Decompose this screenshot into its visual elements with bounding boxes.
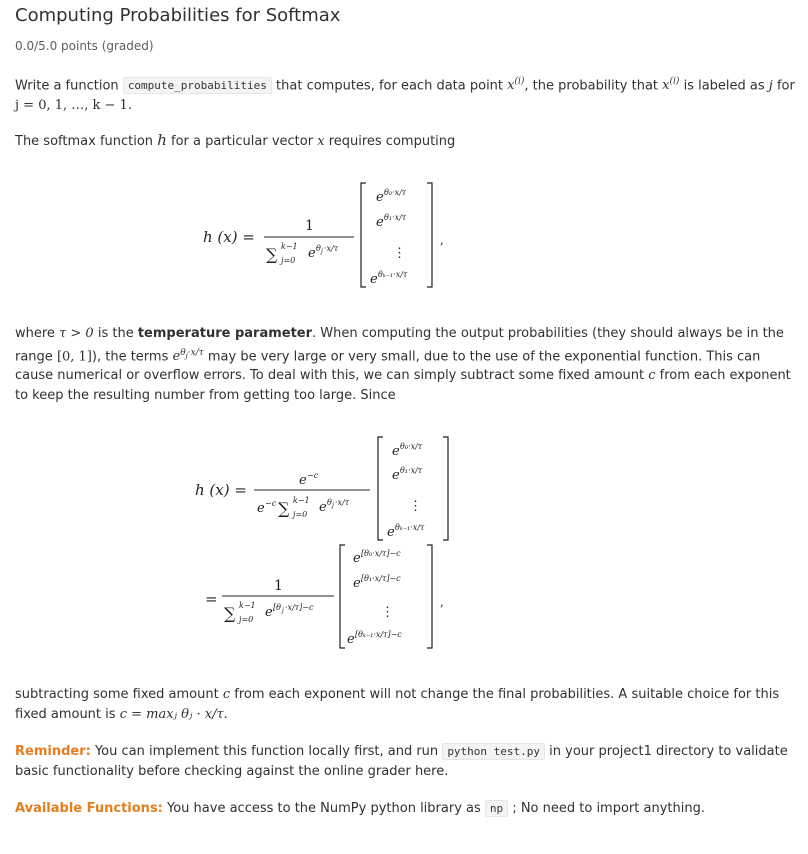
svg-text:·x/τ: ·x/τ (335, 498, 350, 507)
function-name-code: compute_probabilities (123, 77, 272, 94)
svg-text:∑: ∑ (224, 604, 236, 623)
index-range: j = 0, 1, …, k − 1. (15, 97, 132, 113)
svg-text:j=0: j=0 (281, 256, 296, 265)
svg-text:k−1: k−1 (281, 242, 298, 251)
svg-text:e: e (387, 525, 395, 540)
svg-text:[θ: [θ (273, 603, 281, 612)
svg-text:−c: −c (265, 499, 277, 508)
svg-text:j: j (282, 607, 284, 614)
svg-text:e: e (353, 551, 361, 566)
svg-text:⋮: ⋮ (393, 246, 406, 261)
reminder-note: Reminder: You can implement this function locally first, and run python test.py in your project1 directory to validate basic functionality before checking against the online grader here. (15, 744, 788, 779)
svg-text:e: e (376, 215, 384, 230)
svg-text:j=0: j=0 (293, 510, 308, 519)
svg-text:,: , (440, 595, 444, 609)
svg-text:[θ₁·x/τ]−c: [θ₁·x/τ]−c (361, 574, 401, 583)
svg-text:θ₀·x/τ: θ₀·x/τ (384, 188, 407, 197)
softmax-intro: The softmax function h for a particular vector x requires computing (15, 131, 456, 149)
svg-text:·x/τ]−c: ·x/τ]−c (285, 603, 314, 612)
svg-text:=: = (205, 590, 218, 608)
svg-text:e: e (347, 632, 355, 647)
svg-text:k−1: k−1 (239, 601, 256, 610)
svg-text:k−1: k−1 (293, 496, 310, 505)
svg-text:θ₁·x/τ: θ₁·x/τ (384, 213, 407, 222)
svg-text:,: , (440, 233, 444, 247)
svg-text:∑: ∑ (278, 499, 290, 518)
numpy-alias-code: np (485, 800, 508, 817)
page-title: Computing Probabilities for Softmax (15, 5, 341, 26)
svg-text:j: j (332, 502, 334, 509)
svg-text:e: e (265, 605, 273, 620)
svg-text:j: j (321, 248, 323, 255)
available-functions-label: Available Functions: (15, 801, 163, 816)
svg-text:·x/τ: ·x/τ (324, 244, 339, 253)
svg-text:−c: −c (307, 471, 319, 480)
svg-text:θ₁·x/τ: θ₁·x/τ (400, 466, 423, 475)
svg-text:e: e (308, 246, 316, 261)
points-status: 0.0/5.0 points (graded) (15, 39, 154, 53)
temperature-term: temperature parameter (137, 326, 313, 341)
svg-text:θₖ₋₁·x/τ: θₖ₋₁·x/τ (378, 270, 408, 279)
reminder-label: Reminder: (15, 744, 91, 759)
svg-text:θₖ₋₁·x/τ: θₖ₋₁·x/τ (395, 523, 425, 532)
svg-text:⋮: ⋮ (381, 605, 394, 620)
svg-text:e: e (392, 468, 400, 483)
intro-paragraph: Write a function compute_probabilities that computes, for each data point $x^{(i)}$, the probability that $x^{(i)}$ is labeled as j for j = 0, 1, …, k − 1. (15, 77, 795, 113)
svg-text:e: e (376, 190, 384, 205)
temperature-paragraph: where τ > 0 is the temperature parameter. When computing the output probabilities (they should always be in the range [0, 1]), the terms $e^{\theta_j\cdot x/\tau}$ may be very large or very small, due to the use of the exponential function. This can cause numerical or overflow errors. To deal with this, we can simply subtract some fixed amount c from each exponent to keep the resulting number from getting too large. Since (15, 326, 791, 403)
test-command-code: python test.py (442, 743, 545, 760)
svg-text:θ: θ (327, 498, 332, 507)
svg-text:⋮: ⋮ (409, 499, 422, 514)
svg-text:h (x) =: h (x) = (203, 228, 255, 246)
svg-text:θ: θ (316, 244, 321, 253)
available-functions-note: Available Functions: You have access to the NumPy python library as np ; No need to import anything. (15, 801, 705, 816)
svg-text:1: 1 (274, 578, 283, 594)
svg-text:θ₀·x/τ: θ₀·x/τ (400, 442, 423, 451)
svg-text:e: e (353, 576, 361, 591)
svg-text:e: e (319, 500, 327, 515)
equation-softmax (203, 183, 444, 287)
svg-text:∑: ∑ (266, 245, 278, 264)
svg-text:e: e (370, 272, 378, 287)
svg-text:e: e (257, 501, 265, 516)
svg-text:e: e (392, 444, 400, 459)
svg-text:[θₖ₋₁·x/τ]−c: [θₖ₋₁·x/τ]−c (355, 630, 402, 639)
svg-text:h (x) =: h (x) = (195, 481, 247, 499)
svg-text:1: 1 (305, 218, 314, 234)
svg-text:j=0: j=0 (239, 615, 254, 624)
subtract-paragraph: subtracting some fixed amount c from each exponent will not change the final probabilities. A suitable choice for this fixed amount is c = maxⱼ θⱼ · x/τ. (15, 687, 780, 722)
equation-shifted (195, 437, 448, 648)
svg-text:e: e (299, 473, 307, 488)
svg-text:[θ₀·x/τ]−c: [θ₀·x/τ]−c (361, 549, 401, 558)
